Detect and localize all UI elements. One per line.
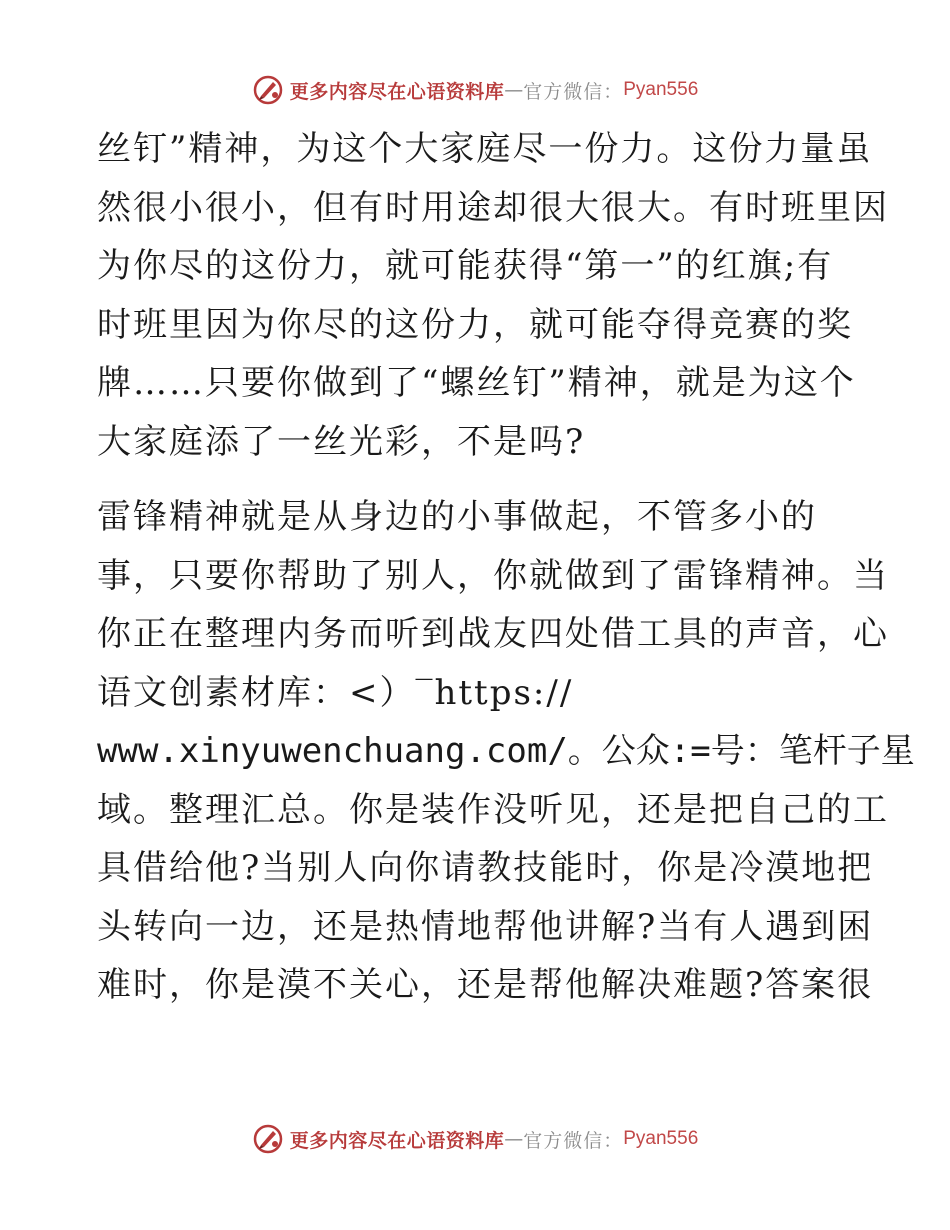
banner-wechat-id: Pyan556 <box>623 1128 699 1149</box>
text-line: 大家庭添了一丝光彩，不是吗? <box>97 421 586 462</box>
banner-wechat-id: Pyan556 <box>623 79 699 100</box>
document-body <box>97 120 915 1015</box>
text-line-url: www.xinyuwenchuang.com/。公众:=号：笔杆子星 <box>97 731 915 771</box>
text-line: 丝钉”精神，为这个大家庭尽一份力。这份力量虽 <box>97 129 873 169</box>
text-line: 你正在整理内务而听到战友四处借工具的声音，心 <box>97 614 889 654</box>
banner-official-label: 官方微信： <box>523 1129 624 1152</box>
text-line: 语文创素材库：<）‾https:// <box>97 672 574 713</box>
logo-pen-icon <box>252 1123 284 1155</box>
text-line: 然很小很小，但有时用途却很大很大。有时班里因 <box>97 187 889 228</box>
banner-brand: 更多内容尽在心语资料库 <box>289 1129 505 1152</box>
header-banner <box>0 70 950 110</box>
banner-official-label: 官方微信： <box>523 80 624 103</box>
text-line: 雷锋精神就是从身边的小事做起，不管多小的 <box>97 497 817 537</box>
text-line: 牌……只要你做到了“螺丝钉”精神，就是为这个 <box>97 363 856 403</box>
banner-separator: — <box>504 79 524 101</box>
text-line: 为你尽的这份力，就可能获得“第一”的红旗;有 <box>97 246 834 286</box>
logo-pen-icon <box>252 74 284 106</box>
text-line: 时班里因为你尽的这份力，就可能夺得竞赛的奖 <box>97 304 853 345</box>
text-line: 具借给他?当别人向你请教技能时，你是冷漠地把 <box>97 848 874 888</box>
text-line: 域。整理汇总。你是装作没听见，还是把自己的工 <box>97 789 889 830</box>
footer-banner <box>0 1119 950 1159</box>
banner-separator: — <box>504 1128 524 1150</box>
paragraph-2 <box>97 488 915 1015</box>
text-line: 事，只要你帮助了别人，你就做到了雷锋精神。当 <box>97 555 889 596</box>
text-line: 头转向一边，还是热情地帮他讲解?当有人遇到困 <box>97 906 874 947</box>
banner-brand: 更多内容尽在心语资料库 <box>289 80 505 103</box>
text-line: 难时，你是漠不关心，还是帮他解决难题?答案很 <box>97 965 874 1005</box>
paragraph-1 <box>97 120 889 471</box>
